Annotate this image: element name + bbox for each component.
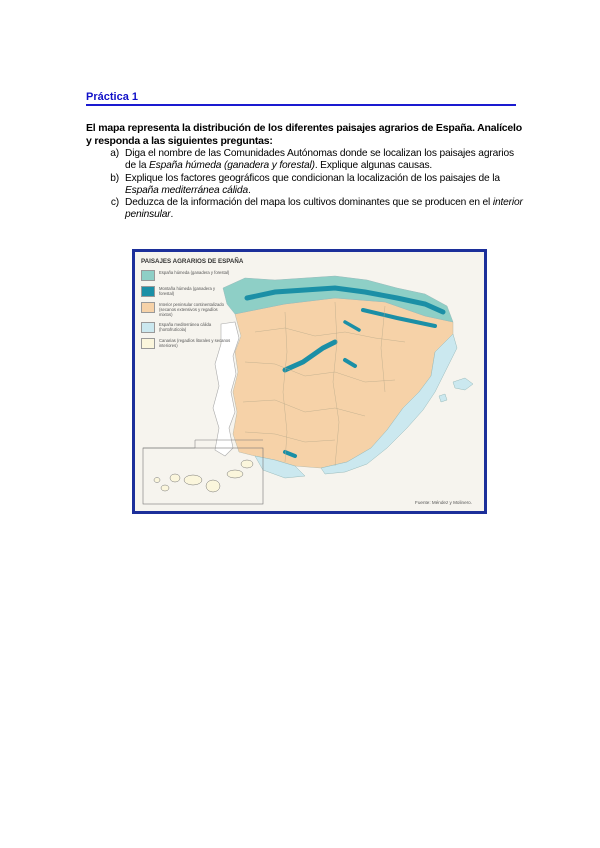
legend-label: Canarias (regadíos litorales y secanos interiores): [159, 338, 231, 348]
legend-item-mountain: [141, 286, 231, 297]
question-emphasis: España húmeda (ganadera y forestal): [149, 160, 315, 172]
legend-swatch: [141, 302, 155, 313]
question-text-end: . Explique algunas causas.: [314, 160, 433, 172]
legend-label: España mediterránea cálida (hortofrutícola): [159, 322, 212, 332]
question-text-start: Deduzca de la información del mapa los cultivos dominantes que se producen en el: [125, 197, 493, 209]
map-source: Fuente: Méndez y Molinero.: [415, 500, 472, 505]
page-heading: Práctica 1: [86, 91, 138, 103]
question-text-end: .: [247, 184, 251, 196]
heading-rule: [86, 104, 516, 106]
intro-text: El mapa representa la distribución de los diferentes paisajes agrarios de España. Analícelo y responda a las siguientes preguntas:: [86, 122, 522, 147]
question-b: [86, 173, 526, 198]
legend-label: Interior peninsular continentalizado (secanos extensivos y regadíos mixtos): [159, 302, 224, 317]
question-emphasis: interior peninsular: [125, 197, 523, 221]
question-text: [125, 197, 526, 222]
legend-item-humid: [141, 270, 231, 281]
legend-swatch: [141, 286, 155, 297]
map-panel: [135, 252, 484, 511]
map-figure: [132, 249, 487, 514]
legend-item-interior: [141, 302, 231, 317]
question-text-end: .: [170, 209, 174, 221]
legend-swatch: [141, 270, 155, 281]
question-c: [86, 197, 526, 222]
map-title: PAISAJES AGRARIOS DE ESPAÑA: [141, 258, 244, 265]
legend-swatch: [141, 322, 155, 333]
question-a: [86, 148, 526, 173]
question-text: [125, 173, 526, 198]
legend-label: España húmeda (ganadera y forestal): [159, 270, 230, 275]
question-label: a): [110, 148, 119, 159]
question-text-start: Diga el nombre de las Comunidades Autónomas donde se localizan los paisajes agrarios de la: [125, 148, 514, 172]
question-list: [86, 148, 526, 222]
legend-item-mediterranean: [141, 322, 231, 333]
map-legend: [141, 270, 231, 354]
question-text: [125, 148, 526, 173]
question-text-start: Explique los factores geográficos que condicionan la localización de los paisajes de la: [125, 172, 500, 184]
legend-label: Montaña húmeda (ganadera y forestal): [159, 286, 216, 296]
legend-swatch: [141, 338, 155, 349]
question-emphasis: España mediterránea cálida: [125, 184, 248, 196]
question-label: c): [110, 197, 119, 209]
legend-item-canarias: [141, 338, 231, 349]
question-label: b): [110, 172, 119, 184]
